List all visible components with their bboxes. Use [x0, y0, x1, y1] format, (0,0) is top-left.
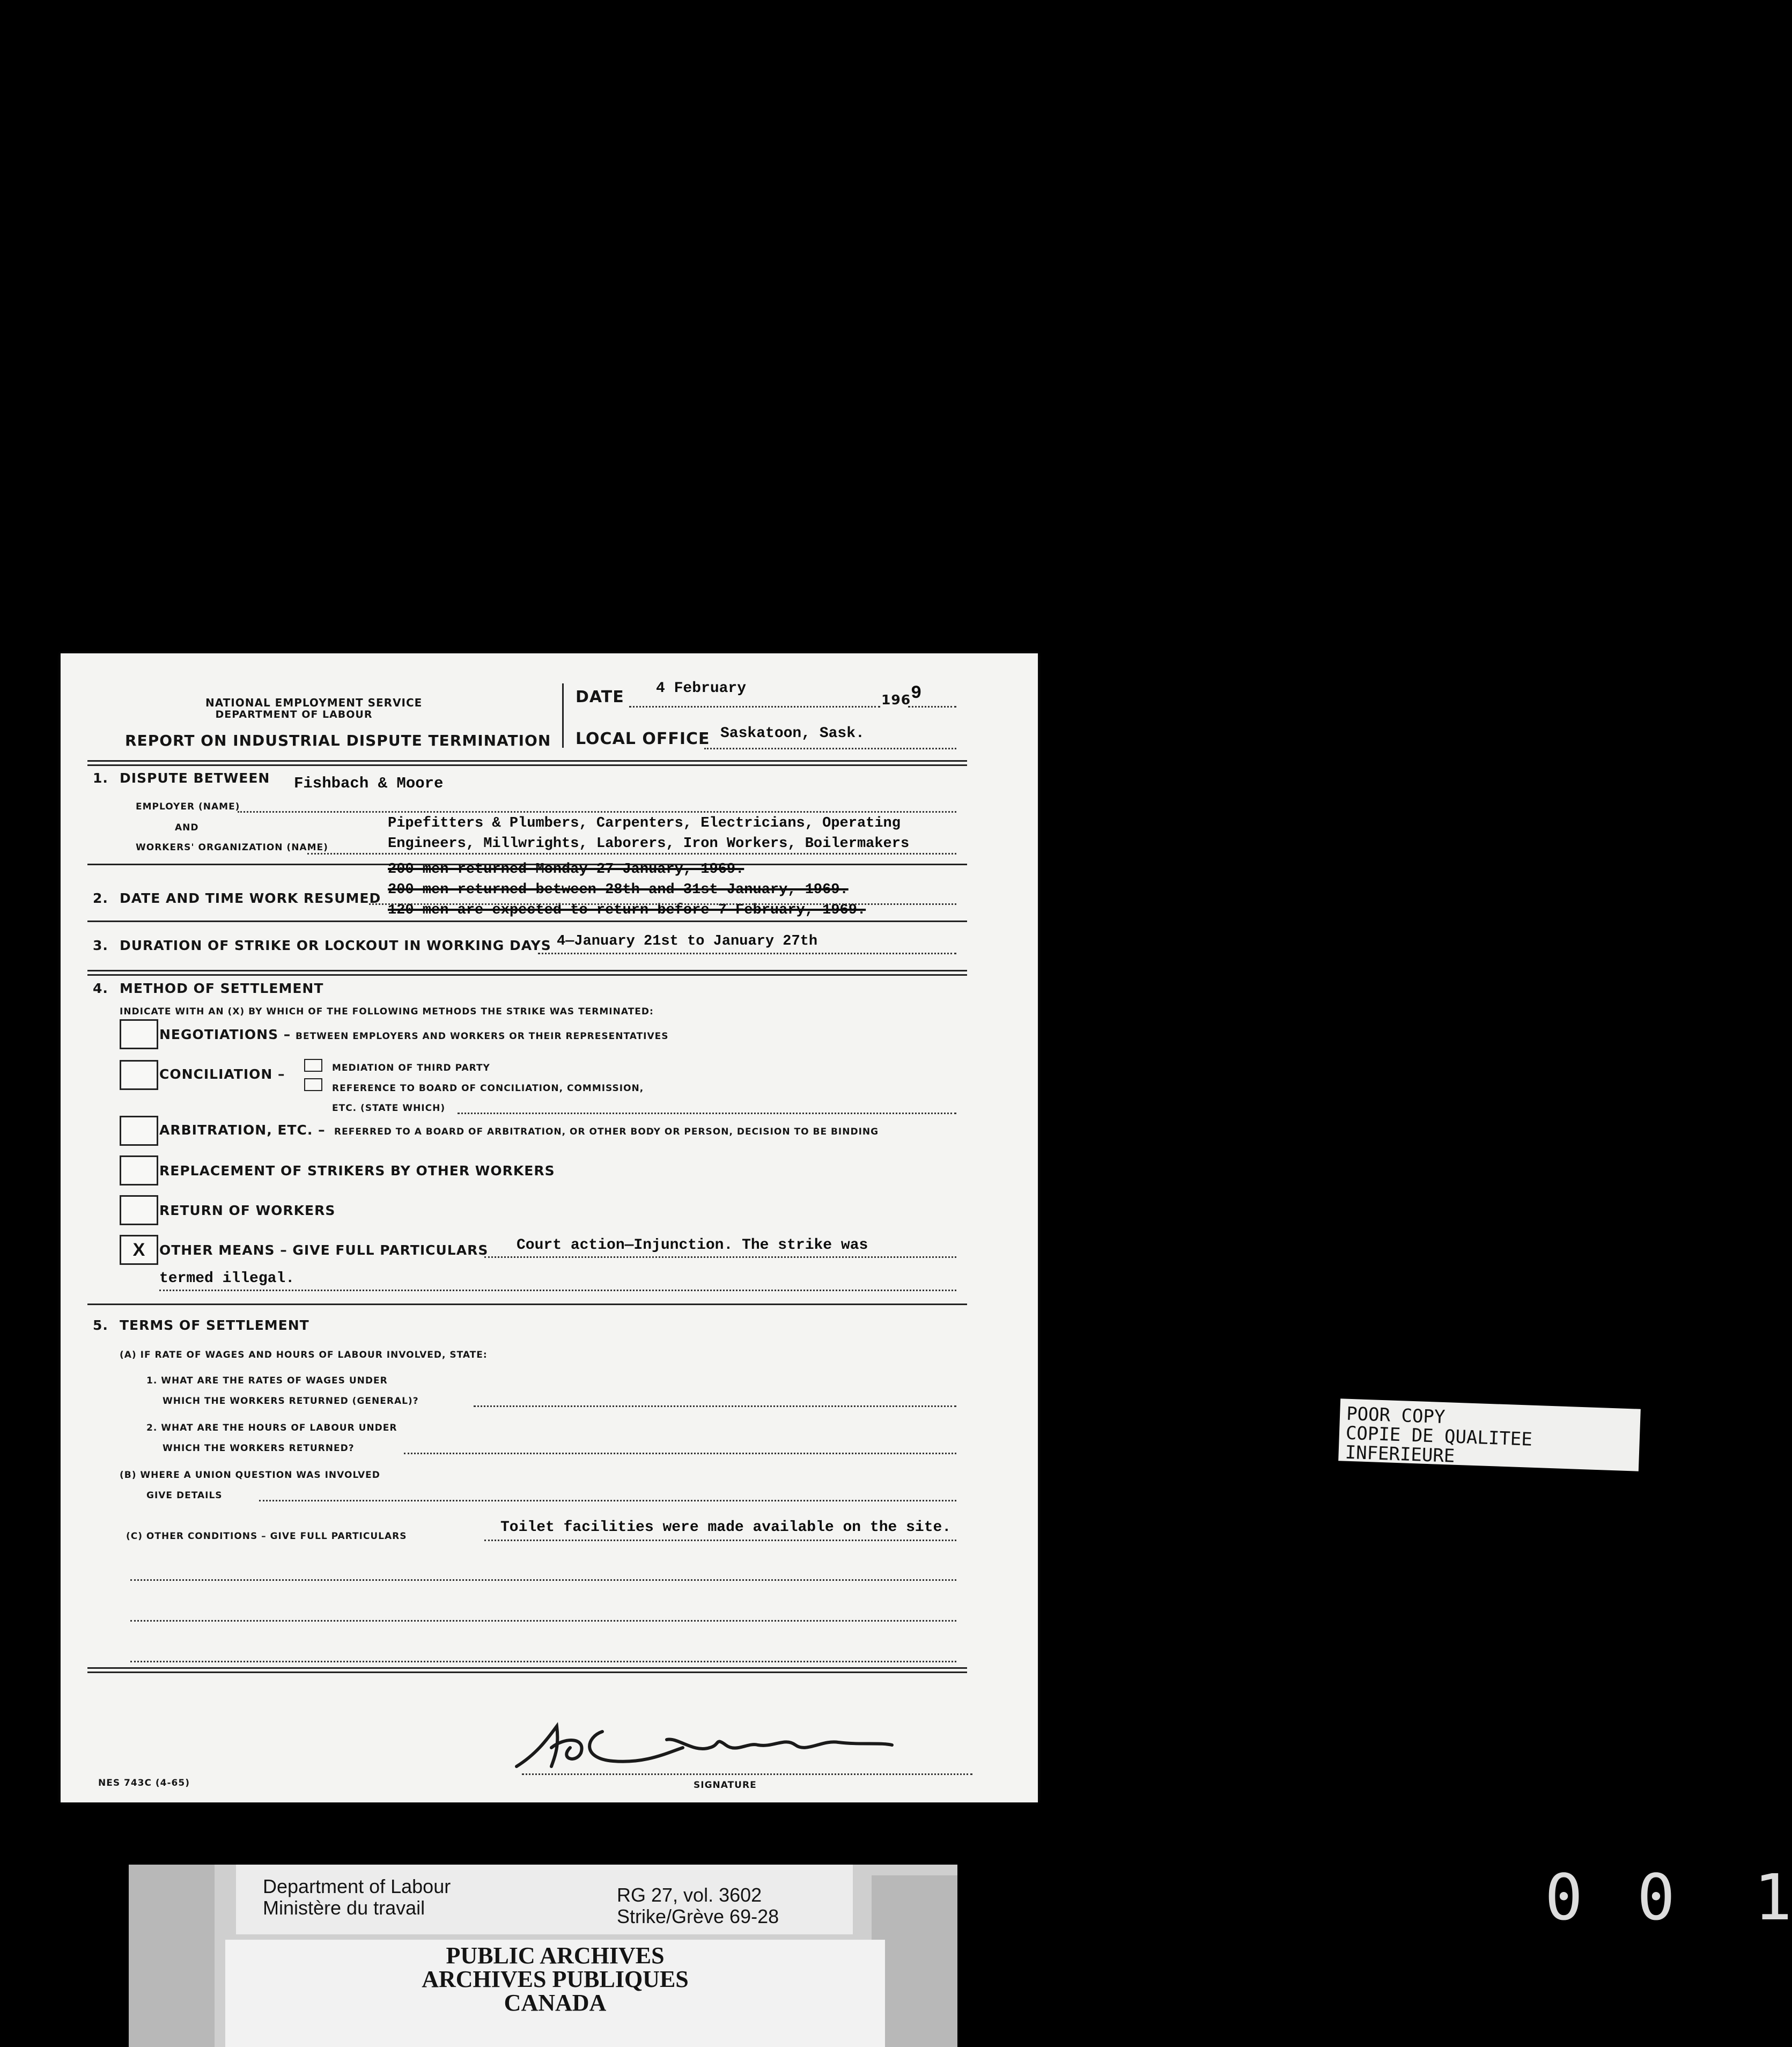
label-clip-left	[129, 1865, 215, 2047]
employer-value: Fishbach & Moore	[294, 775, 444, 792]
reference-line	[458, 1113, 956, 1114]
other-means-line-2	[159, 1290, 956, 1291]
workers-label: WORKERS' ORGANIZATION (NAME)	[136, 842, 328, 853]
record-group-ref: RG 27, vol. 3602	[617, 1884, 762, 1906]
s1-number: 1.	[93, 770, 108, 786]
replacement-checkbox	[120, 1155, 158, 1186]
replacement-label: REPLACEMENT OF STRIKERS BY OTHER WORKERS	[159, 1163, 555, 1179]
s5a1-line	[474, 1405, 956, 1407]
year-prefix: 196	[881, 692, 911, 708]
workers-value-line1: Pipefitters & Plumbers, Carpenters, Electricians, Operating	[388, 815, 901, 831]
s2-number: 2.	[93, 890, 108, 906]
handwritten-signature	[506, 1715, 913, 1774]
form-title: REPORT ON INDUSTRIAL DISPUTE TERMINATION	[125, 732, 551, 749]
arbitration-desc: REFERRED TO A BOARD OF ARBITRATION, OR OTHER BODY OR PERSON, DECISION TO BE BINDING	[334, 1126, 879, 1137]
reference-label: REFERENCE TO BOARD OF CONCILIATION, COMMISSION,	[332, 1083, 644, 1094]
poor-copy-tag	[1338, 1398, 1641, 1471]
extra-line-3	[130, 1661, 956, 1662]
arbitration-label: ARBITRATION, ETC. –	[159, 1122, 326, 1138]
s5b-label-2: GIVE DETAILS	[146, 1490, 223, 1501]
poor-copy-fr: COPIE DE QUALITEE INFERIEURE	[1344, 1422, 1533, 1467]
local-office-label: LOCAL OFFICE	[576, 730, 710, 748]
dept-english: Department of Labour	[263, 1875, 451, 1897]
s5c-value: Toilet facilities were made available on the site.	[500, 1519, 952, 1536]
s3-label: DURATION OF STRIKE OR LOCKOUT IN WORKING DAYS	[120, 938, 551, 953]
s3-rule-2	[87, 974, 967, 976]
signature-line	[522, 1773, 972, 1775]
s5a1-label-2: WHICH THE WORKERS RETURNED (GENERAL)?	[163, 1396, 419, 1407]
s5a1-label-1: 1. WHAT ARE THE RATES OF WAGES UNDER	[146, 1375, 388, 1386]
s4-number: 4.	[93, 981, 108, 996]
year-field-line	[908, 706, 956, 708]
and-label: AND	[175, 822, 199, 833]
employer-line	[238, 811, 956, 813]
reference-label-2: ETC. (STATE WHICH)	[332, 1103, 446, 1114]
s5-rule-2	[87, 1672, 967, 1673]
resumed-line	[369, 903, 956, 905]
strike-file-ref: Strike/Grève 69-28	[617, 1905, 779, 1927]
s1-label: DISPUTE BETWEEN	[120, 770, 270, 786]
other-means-value-2: termed illegal.	[159, 1270, 295, 1287]
negotiations-checkbox	[120, 1019, 158, 1049]
s4-label: METHOD OF SETTLEMENT	[120, 981, 324, 996]
s5a-label: (A) IF RATE OF WAGES AND HOURS OF LABOUR INVOLVED, STATE:	[120, 1350, 488, 1360]
s5-label: TERMS OF SETTLEMENT	[120, 1317, 309, 1333]
negotiations-desc: BETWEEN EMPLOYERS AND WORKERS OR THEIR REPRESENTATIVES	[296, 1031, 669, 1042]
dept-french: Ministère du travail	[263, 1897, 425, 1919]
s5-number: 5.	[93, 1317, 108, 1333]
date-label: DATE	[576, 688, 624, 706]
extra-line-2	[130, 1620, 956, 1622]
other-means-label: OTHER MEANS – GIVE FULL PARTICULARS	[159, 1242, 489, 1258]
s5b-line	[259, 1500, 956, 1501]
other-means-checkbox: X	[120, 1235, 158, 1265]
s5a2-label-2: WHICH THE WORKERS RETURNED?	[163, 1443, 355, 1454]
poor-copy-en: POOR COPY	[1346, 1403, 1446, 1429]
resumed-value-line1: 200 men returned Monday—27 January, 1969.	[388, 861, 744, 878]
archives-title-fr: ARCHIVES PUBLIQUES	[422, 1966, 689, 1992]
header-rule	[87, 760, 967, 762]
resumed-value-line2: 200 men returned between 28th and 31st January, 1969.	[388, 882, 849, 898]
s2-label: DATE AND TIME WORK RESUMED	[120, 890, 381, 906]
year-suffix: 9	[911, 683, 922, 704]
employer-label: EMPLOYER (NAME)	[136, 801, 240, 812]
conciliation-label: CONCILIATION –	[159, 1066, 285, 1082]
s5b-label-1: (B) WHERE A UNION QUESTION WAS INVOLVED	[120, 1470, 380, 1481]
label-lower-panel	[225, 1940, 885, 2047]
return-checkbox	[120, 1195, 158, 1225]
agency-name: NATIONAL EMPLOYMENT SERVICE	[205, 696, 423, 709]
s4-rule	[87, 1304, 967, 1305]
archives-country: CANADA	[504, 1990, 607, 2016]
conciliation-checkbox	[120, 1060, 158, 1090]
s3-rule	[87, 970, 967, 971]
other-means-value-1: Court action—Injunction. The strike was	[517, 1237, 868, 1254]
s5c-label: (C) OTHER CONDITIONS – GIVE FULL PARTICULARS	[126, 1531, 407, 1542]
signature-label: SIGNATURE	[694, 1780, 757, 1791]
resumed-value-line3: 120 men are expected to return before 7 February, 1969.	[388, 902, 866, 918]
report-form-sheet	[61, 653, 1038, 1802]
archive-label	[129, 1865, 957, 2047]
date-field-line	[629, 706, 880, 708]
header-rule-2	[87, 764, 967, 766]
s3-number: 3.	[93, 938, 108, 953]
s4-instruction: INDICATE WITH AN (X) BY WHICH OF THE FOLLOWING METHODS THE STRIKE WAS TERMINATED:	[120, 1006, 654, 1017]
frame-digit-2: 0	[1637, 1860, 1676, 1934]
header-divider	[562, 683, 564, 748]
department-name: DEPARTMENT OF LABOUR	[215, 709, 373, 720]
workers-line	[307, 853, 956, 855]
s5a2-line	[404, 1453, 956, 1454]
s5c-line	[484, 1540, 956, 1541]
form-number: NES 743C (4-65)	[98, 1778, 190, 1788]
return-label: RETURN OF WORKERS	[159, 1203, 336, 1218]
local-office-value: Saskatoon, Sask.	[720, 725, 865, 742]
date-value: 4 February	[656, 680, 747, 697]
s5-rule	[87, 1667, 967, 1669]
reference-checkbox	[304, 1078, 322, 1091]
local-office-line	[704, 748, 956, 749]
frame-digit-1: 0	[1545, 1860, 1583, 1934]
s5a2-label-1: 2. WHAT ARE THE HOURS OF LABOUR UNDER	[146, 1423, 397, 1433]
other-means-line	[484, 1256, 956, 1258]
duration-line	[538, 953, 956, 954]
label-upper-panel	[236, 1865, 853, 1934]
archives-title-en: PUBLIC ARCHIVES	[446, 1942, 665, 1969]
mediation-checkbox	[304, 1059, 322, 1072]
duration-value: 4—January 21st to January 27th	[557, 933, 818, 949]
extra-line-1	[130, 1579, 956, 1581]
arbitration-checkbox	[120, 1116, 158, 1146]
frame-digit-3: 1	[1754, 1860, 1792, 1934]
workers-value-line2: Engineers, Millwrights, Laborers, Iron Workers, Boilermakers	[388, 836, 910, 852]
s2-rule	[87, 921, 967, 922]
negotiations-label: NEGOTIATIONS –	[159, 1027, 291, 1042]
mediation-label: MEDIATION OF THIRD PARTY	[332, 1063, 490, 1073]
